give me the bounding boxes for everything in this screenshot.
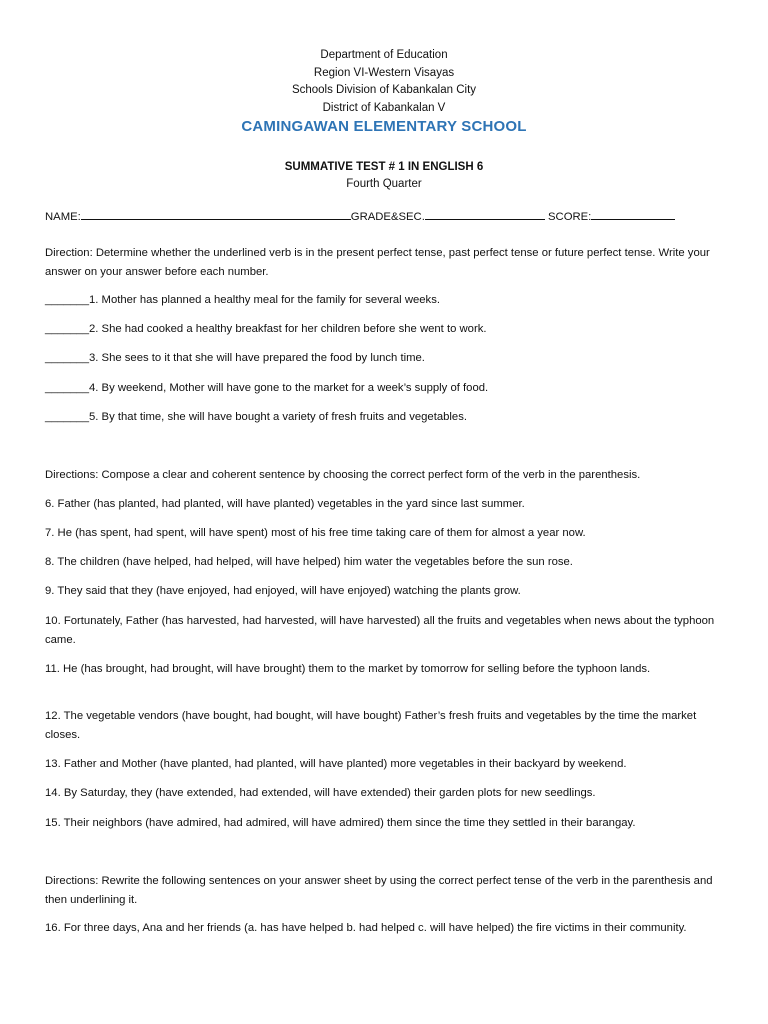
part1-item-1: _______1. Mother has planned a healthy meal for the family for several weeks. bbox=[45, 294, 440, 306]
part2-direction: Directions: Compose a clear and coherent sentence by choosing the correct perfect form of the verb in the parenthesis. bbox=[45, 469, 641, 481]
school-name: CAMINGAWAN ELEMENTARY SCHOOL bbox=[241, 118, 527, 135]
part2-item-9: 9. They said that they (have enjoyed, had enjoyed, will have enjoyed) watching the plants grow. bbox=[45, 585, 521, 597]
part1-item-5: _______5. By that time, she will have bought a variety of fresh fruits and vegetables. bbox=[45, 411, 468, 423]
part2-item-15: 15. Their neighbors (have admired, had admired, will have admired) them since the time they settled in their barangay. bbox=[45, 817, 636, 829]
grade-label: GRADE&SEC. bbox=[350, 211, 425, 223]
district-line: District of Kabankalan V bbox=[322, 101, 446, 114]
test-title: SUMMATIVE TEST # 1 IN ENGLISH 6 bbox=[284, 161, 484, 173]
part2-item-12: 12. The vegetable vendors (have bought, had bought, will have bought) Father’s fresh fruits and vegetables by the time the market closes. bbox=[45, 710, 697, 741]
part2-item-13: 13. Father and Mother (have planted, had planted, will have planted) more vegetables in their backyard by weekend. bbox=[45, 758, 627, 770]
letterhead bbox=[0, 47, 768, 117]
part1-direction: Direction: Determine whether the underlined verb is in the present perfect tense, past perfect tense or future perfect tense. Write your answer on your answer before each number. bbox=[45, 247, 710, 278]
score-label: SCORE: bbox=[548, 211, 592, 223]
part1-item-2: _______2. She had cooked a healthy breakfast for her children before she went to work. bbox=[45, 323, 487, 335]
part2-item-10: 10. Fortunately, Father (has harvested, had harvested, will have harvested) all the fruits and vegetables when news about the typhoon came. bbox=[45, 615, 715, 646]
score-blank[interactable] bbox=[591, 208, 675, 220]
quarter-label: Fourth Quarter bbox=[346, 178, 422, 190]
part2-item-8: 8. The children (have helped, had helped, will have helped) him water the vegetables before the sun rose. bbox=[45, 556, 573, 568]
part2-item-6: 6. Father (has planted, had planted, will have planted) vegetables in the yard since last summer. bbox=[45, 498, 525, 510]
part1-item-4: _______4. By weekend, Mother will have gone to the market for a week’s supply of food. bbox=[45, 382, 489, 394]
part3-item-16: 16. For three days, Ana and her friends (a. has have helped b. had helped c. will have helped) the fire victims in their community. bbox=[45, 922, 687, 934]
grade-blank[interactable] bbox=[425, 208, 545, 220]
part1-item-3: _______3. She sees to it that she will have prepared the food by lunch time. bbox=[45, 352, 425, 364]
part2-item-11: 11. He (has brought, had brought, will have brought) them to the market by tomorrow for selling before the typhoon lands. bbox=[45, 663, 651, 675]
name-blank[interactable] bbox=[81, 208, 351, 220]
part3-direction: Directions: Rewrite the following sentences on your answer sheet by using the correct perfect tense of the verb in the parenthesis and then underlining it. bbox=[45, 875, 713, 906]
department-line: Department of Education bbox=[320, 49, 448, 61]
division-line: Schools Division of Kabankalan City bbox=[291, 84, 477, 96]
region-line: Region VI-Western Visayas bbox=[313, 66, 455, 79]
name-label: NAME: bbox=[45, 211, 81, 223]
student-info-row bbox=[45, 208, 725, 227]
part2-item-14: 14. By Saturday, they (have extended, had extended, will have extended) their garden plots for new seedlings. bbox=[45, 787, 596, 799]
part2-item-7: 7. He (has spent, had spent, will have spent) most of his free time taking care of them for almost a year now. bbox=[45, 527, 586, 539]
